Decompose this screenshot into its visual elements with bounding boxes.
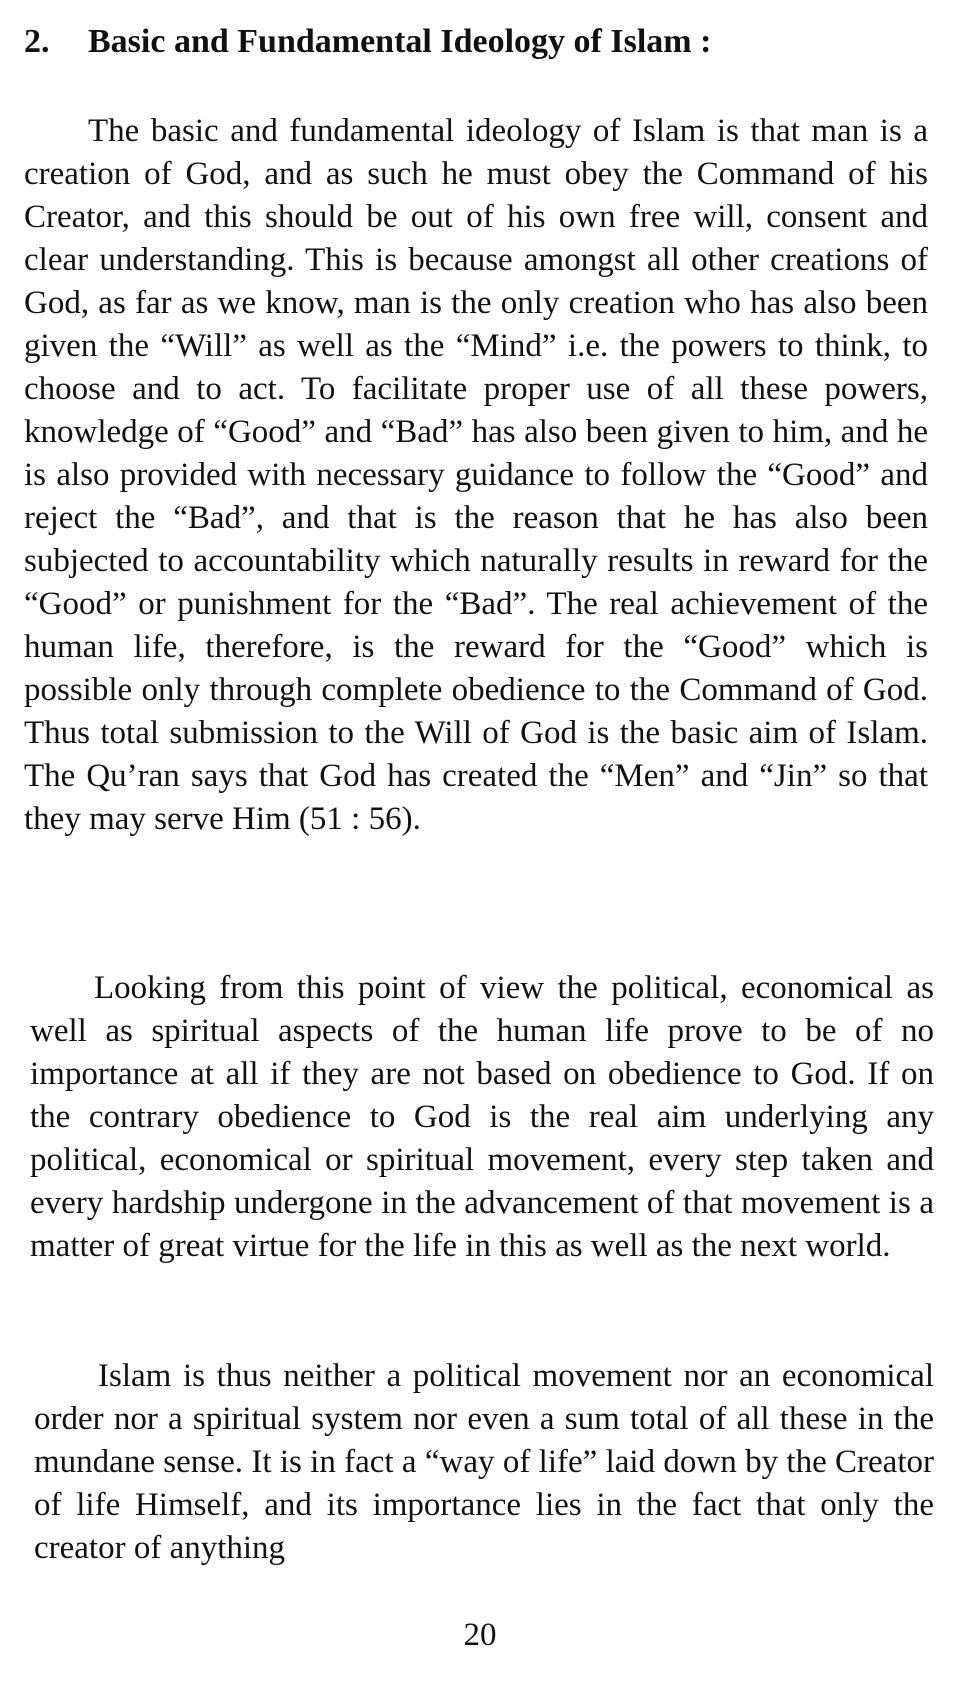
paragraph-point-of-view: Looking from this point of view the political, economical as well as spiritual aspects of the human life prove to be of no importance at all if they are not based on obedience to God. If on the contrary obedience to God is the real aim underlying any political, economical or spiritual movement, every step taken and every hardship undergone in the advancement of that movement is a matter of great virtue for the life in this as well as the next world. [30,970,934,1264]
paragraph-way-of-life: Islam is thus neither a political movement nor an economical order nor a spiritual system nor even a sum total of all these in the mundane sense. It is in fact a “way of life” laid down by the Creator of life Himself, and its importance lies in the fact that only the creator of anything [34,1358,934,1566]
section-heading [24,22,924,63]
paragraph-ideology: The basic and fundamental ideology of Islam is that man is a creation of God, and as such he must obey the Command of his Creator, and this should be out of his own free will, consent and clear understanding. This is because amongst all other creations of God, as far as we know, man is the only creation who has also been given the “Will” as well as the “Mind” i.e. the powers to think, to choose and to act. To facilitate proper use of all these powers, knowledge of “Good” and “Bad” has also been given to him, and he is also provided with necessary guidance to follow the “Good” and reject the “Bad”, and that is the reason that he has also been subjected to accountability which naturally results in reward for the “Good” or punishment for the “Bad”. The real achievement of the human life, therefore, is the reward for the “Good” which is possible only through complete obedience to the Command of God. Thus total submission to the Will of God is the basic aim of Islam. The Qu’ran says that God has created the “Men” and “Jin” so that they may serve Him (51 : 56). [24,113,928,837]
section-title: Basic and Fundamental Ideology of Islam : [88,23,712,60]
section-number: 2. [24,23,50,60]
page-number: 20 [463,1617,497,1653]
